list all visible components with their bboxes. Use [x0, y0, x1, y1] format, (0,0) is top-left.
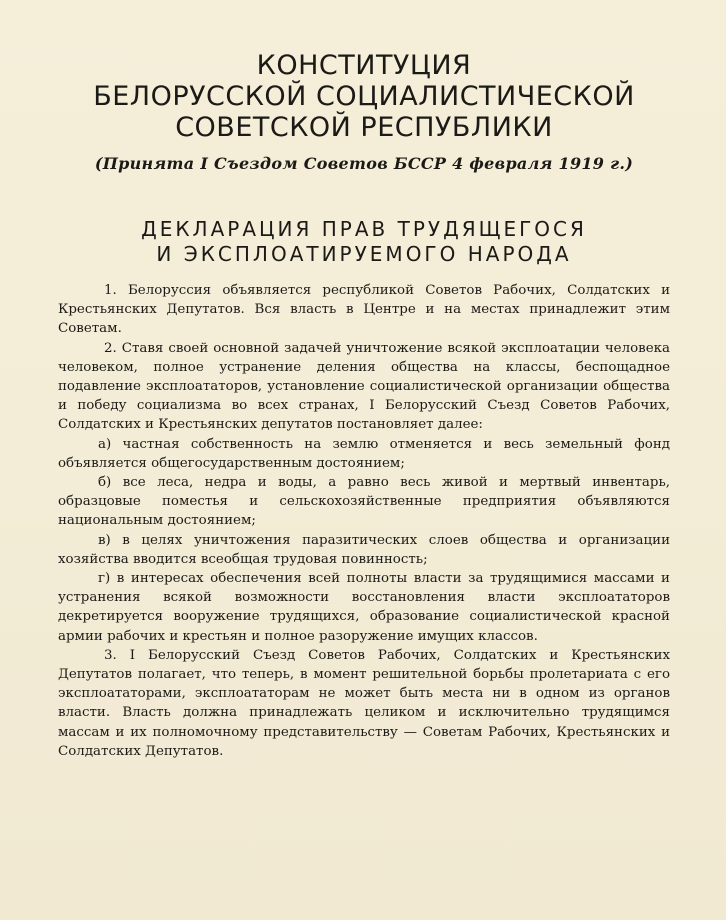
paragraph-2a: а) частная собственность на землю отменяется и весь земельный фонд объявляется общегосударственным достоянием; [58, 436, 670, 471]
title-line-3: СОВЕТСКОЙ РЕСПУБЛИКИ [175, 112, 553, 143]
paragraph-2b: б) все леса, недра и воды, а равно весь живой и мертвый инвентарь, образцовые поместья и сельскохозяйственные предприятия объявляются национальным достоянием; [58, 475, 670, 529]
declaration-body [58, 281, 670, 761]
paragraph-2g: г) в интересах обеспечения всей полноты власти за трудящимися массами и устранения всякой возможности восстановления власти эксплоататоров декретируется вооружение трудящихся, образование социалистической красной армии рабочих и крестьян и полное разоружение имущих классов. [58, 571, 670, 644]
title-line-2: БЕЛОРУССКОЙ СОЦИАЛИСТИЧЕСКОЙ [93, 81, 635, 112]
declaration-title-line-1: ДЕКЛАРАЦИЯ ПРАВ ТРУДЯЩЕГОСЯ [141, 217, 587, 241]
declaration-title [58, 217, 670, 267]
paragraph-1: 1. Белоруссия объявляется республикой Советов Рабочих, Солдатских и Крестьянских Депутатов. Вся власть в Центре и на местах принадлежит этим Советам. [58, 283, 670, 337]
paragraph-3: 3. I Белорусский Съезд Советов Рабочих, Солдатских и Крестьянских Депутатов полагает, что теперь, в момент решительной борьбы пролетариата с его эксплоататорами, эксплоататорам не может быть места ни в одном из органов власти. Власть должна принадлежать целиком и исключительно трудящимся массам и их полномочному представительству — Советам Рабочих, Крестьянских и Солдатских Депутатов. [58, 647, 670, 759]
paragraph-2: 2. Ставя своей основной задачей уничтожение всякой эксплоатации человека человеком, полное устранение деления общества на классы, беспощадное подавление эксплоататоров, установление социалистической организации общества и победу социализма во всех странах, I Белорусский Съезд Советов Рабочих, Солдатских и Крестьянских депутатов постановляет далее: [58, 340, 670, 433]
constitution-title [58, 50, 670, 143]
adoption-note: (Принята I Съездом Советов БССР 4 февраля 1919 г.) [94, 154, 634, 173]
title-line-1: КОНСТИТУЦИЯ [256, 50, 472, 81]
paragraph-2v: в) в целях уничтожения паразитических слоев общества и организации хозяйства вводится всеобщая трудовая повинность; [58, 532, 670, 567]
declaration-title-line-2: И ЭКСПЛОАТИРУЕМОГО НАРОДА [156, 242, 572, 266]
